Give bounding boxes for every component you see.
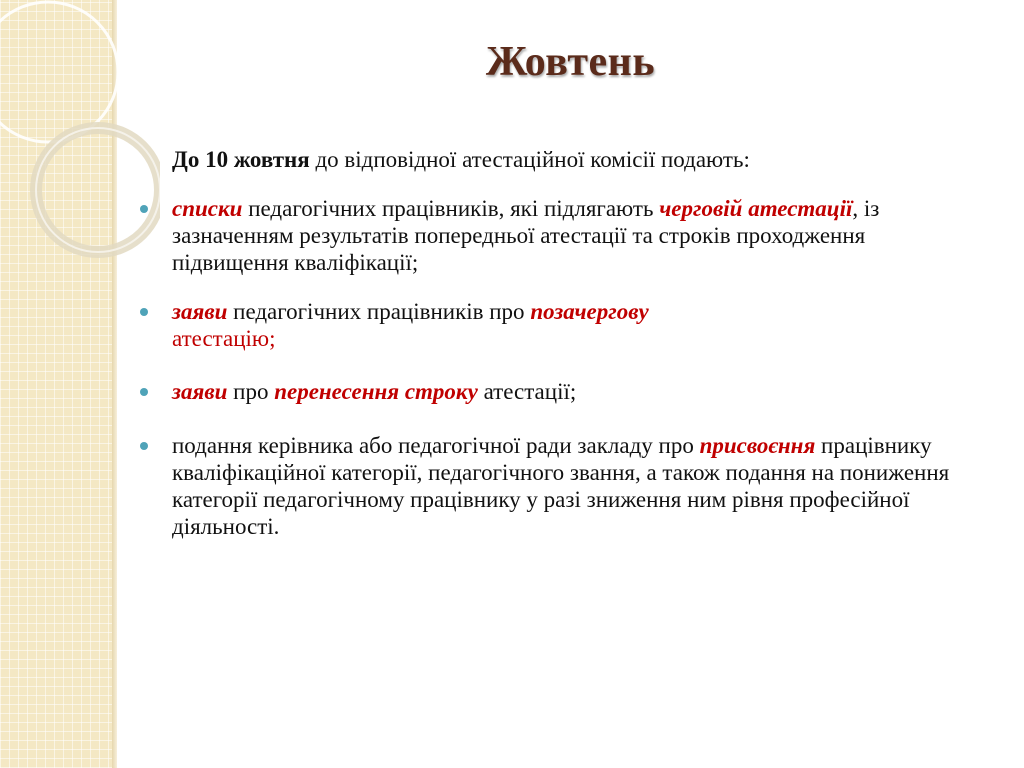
bullet-icon [140, 308, 148, 316]
decorative-ring-large [0, 2, 118, 142]
intro-paragraph [172, 146, 972, 173]
bullet-icon [140, 205, 148, 213]
highlight-text: позачергову [530, 299, 649, 324]
list-item [172, 378, 972, 405]
intro-date: До 10 жовтня [172, 147, 310, 172]
bullet-icon [140, 442, 148, 450]
list-item [172, 195, 972, 276]
slide-body [172, 146, 972, 540]
highlight-text: присвоєння [699, 433, 816, 458]
list-item [172, 432, 972, 540]
highlight-text: списки [172, 196, 243, 221]
item-text: педагогічних працівників про [227, 299, 531, 324]
item-text: працівнику кваліфікаційної категорії, педагогічного звання, а також подання на пониження категорії педагогічному працівнику у разі зниження ним рівня професійної діяльності. [172, 433, 950, 539]
highlight-text: перенесення строку [274, 379, 478, 404]
highlight-text: заяви [172, 379, 228, 404]
intro-text: до відповідної атестаційної комісії подають: [309, 147, 750, 172]
item-text: атестації; [477, 379, 577, 404]
bullet-icon [140, 388, 148, 396]
decorative-ring-small-inner [36, 128, 160, 252]
item-text: , із зазначенням результатів попередньої атестації та строків проходження підвищення кваліфікації; [172, 196, 880, 275]
slide-title: Жовтень [485, 39, 656, 85]
highlight-text: черговій атестації [659, 196, 853, 221]
highlight-text: заяви [172, 299, 228, 324]
highlight-text-plain: атестацію; [172, 326, 276, 351]
item-text: подання керівника або педагогічної ради закладу про [172, 433, 700, 458]
item-text: педагогічних працівників, які підлягають [242, 196, 660, 221]
item-text: про [227, 379, 275, 404]
list-item [172, 298, 972, 352]
